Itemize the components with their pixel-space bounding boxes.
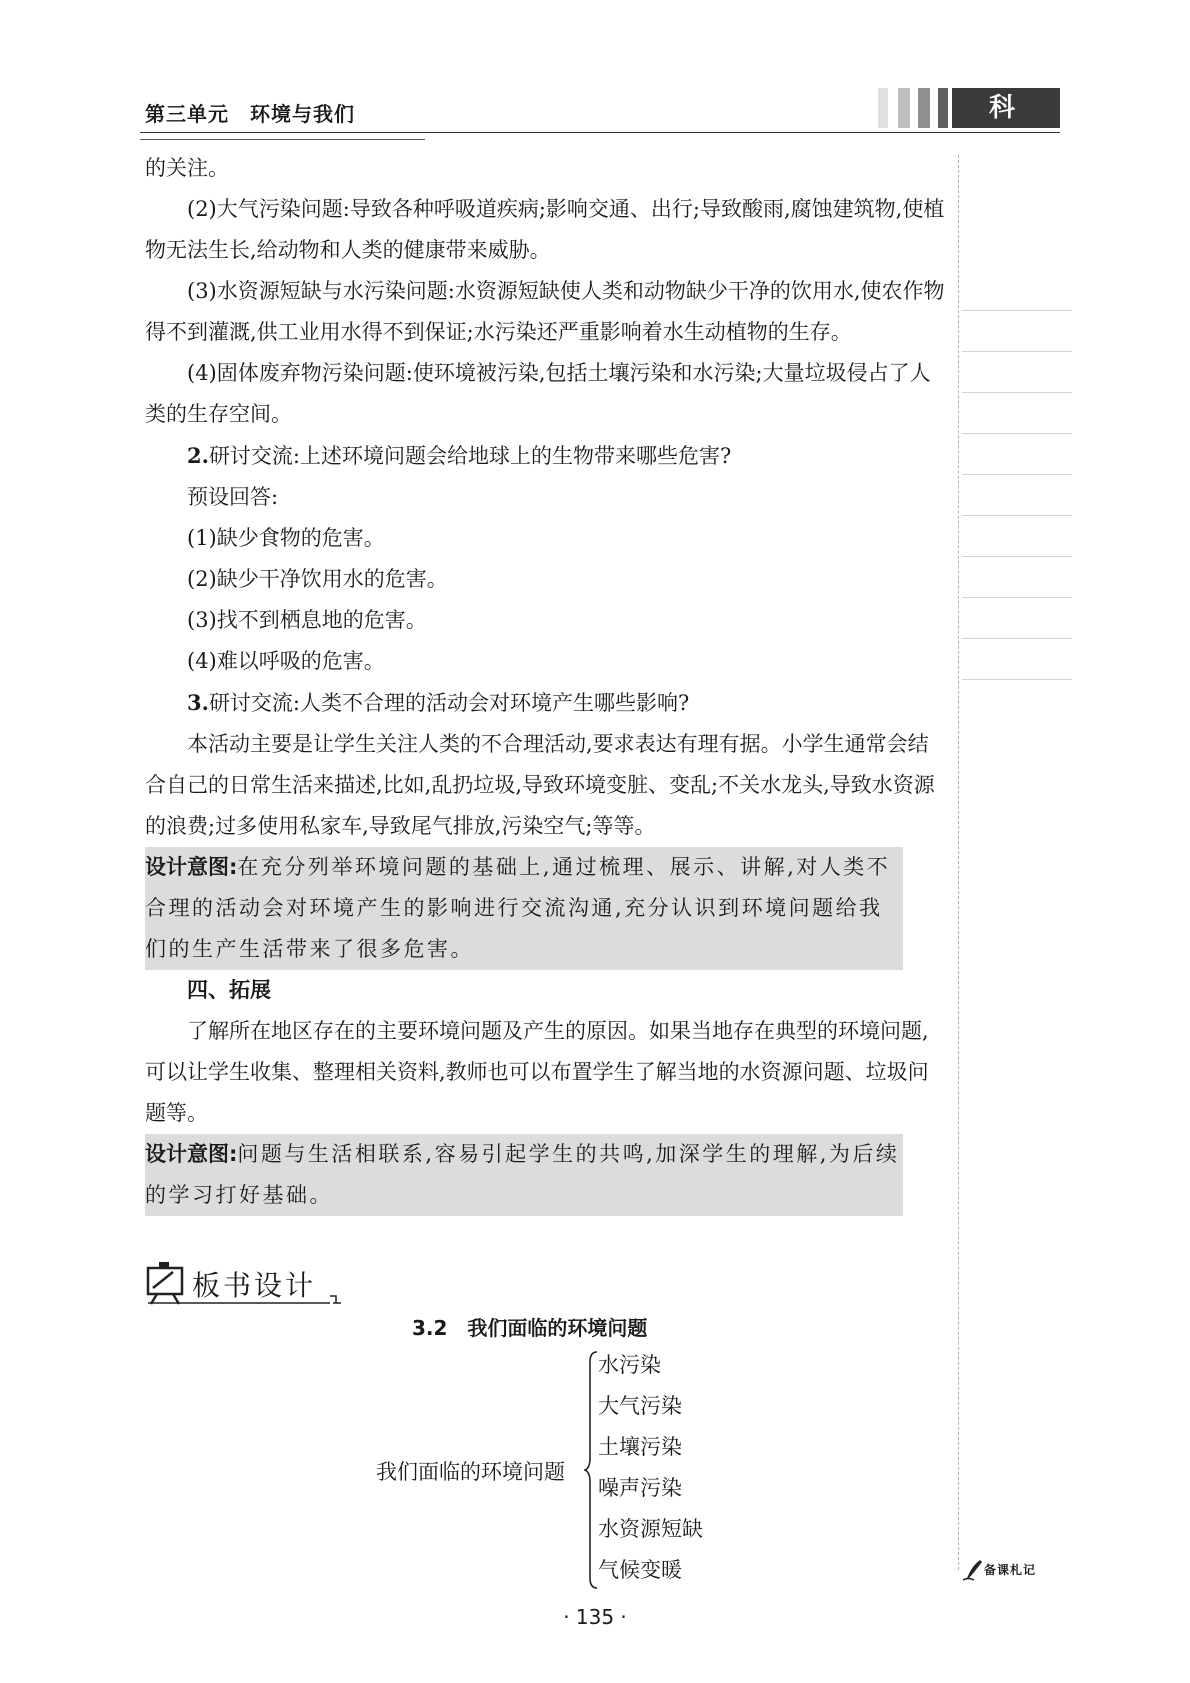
header-subrule	[140, 139, 425, 140]
section-heading: 四、拓展	[187, 978, 271, 1002]
pen-icon	[962, 1558, 984, 1582]
preset-answer-label: 预设回答:	[187, 485, 279, 509]
tree-branch-item: 水污染	[598, 1353, 661, 1377]
design-intent-label: 设计意图:	[145, 1142, 238, 1166]
notes-logo	[962, 1558, 1062, 1584]
unit-title: 第三单元 环境与我们	[145, 102, 355, 126]
note-line	[962, 515, 1072, 516]
tree-branch-item: 噪声污染	[598, 1476, 682, 1500]
paragraph: (2)大气污染问题:导致各种呼吸道疾病;影响交通、出行;导致酸雨,腐蚀建筑物,使植物无法生长,给动物和人类的健康带来威胁。	[145, 197, 945, 262]
question-2	[145, 435, 945, 477]
note-line	[962, 392, 1072, 393]
question-text: 研讨交流:人类不合理的活动会对环境产生哪些影响?	[208, 691, 690, 715]
header-decor-bar	[918, 88, 930, 128]
tree-root-label: 我们面临的环境问题	[376, 1460, 565, 1484]
design-intent-box	[145, 847, 903, 970]
note-line	[962, 351, 1072, 352]
note-line	[962, 679, 1072, 680]
design-intent-box	[145, 1134, 903, 1216]
header-rule	[140, 132, 1060, 133]
paragraph: 了解所在地区存在的主要环境问题及产生的原因。如果当地存在典型的环境问题,可以让学生收集、整理相关资料,教师也可以布置学生了解当地的水资源问题、垃圾问题等。	[145, 1019, 929, 1125]
question-number: 2.	[187, 443, 209, 468]
question-3	[145, 682, 945, 724]
note-line	[962, 638, 1072, 639]
note-line	[962, 556, 1072, 557]
board-design-heading	[145, 1260, 345, 1306]
page-body	[145, 148, 945, 1216]
note-line	[962, 597, 1072, 598]
design-intent-text: 在充分列举环境问题的基础上,通过梳理、展示、讲解,对人类不合理的活动会对环境产生的影响进行交流沟通,充分认识到环境问题给我们的生产生活带来了很多危害。	[145, 855, 891, 961]
answer-item: (4)难以呼吸的危害。	[187, 649, 385, 673]
board-title: 3.2 我们面临的环境问题	[412, 1316, 648, 1340]
tree-branch-item: 水资源短缺	[598, 1517, 703, 1541]
question-number: 3.	[187, 690, 209, 715]
tree-branch-item: 土壤污染	[598, 1435, 682, 1459]
note-line	[962, 474, 1072, 475]
page-number: · 135 ·	[563, 1605, 627, 1629]
paragraph: (4)固体废弃物污染问题:使环境被污染,包括土壤污染和水污染;大量垃圾侵占了人类的生存空间。	[145, 361, 931, 426]
note-line	[962, 433, 1072, 434]
subject-label: 科 学	[952, 88, 1060, 128]
board-heading-text: 板书设计	[192, 1269, 317, 1302]
header-decor-bar	[938, 88, 948, 128]
answer-item: (2)缺少干净饮用水的危害。	[187, 567, 448, 591]
answer-item: (1)缺少食物的危害。	[187, 526, 385, 550]
notes-divider	[958, 155, 959, 1570]
tree-branch-item: 大气污染	[598, 1394, 682, 1418]
design-intent-label: 设计意图:	[145, 855, 238, 879]
question-text: 研讨交流:上述环境问题会给地球上的生物带来哪些危害?	[208, 444, 732, 468]
header-decor-bar	[878, 88, 888, 128]
design-intent-text: 问题与生活相联系,容易引起学生的共鸣,加深学生的理解,为后续的学习打好基础。	[145, 1142, 900, 1207]
paragraph: 本活动主要是让学生关注人类的不合理活动,要求表达有理有据。小学生通常会结合自己的日常生活来描述,比如,乱扔垃圾,导致环境变脏、变乱;不关水龙头,导致水资源的浪费;过多使用私家车,导致尾气排放,污染空气;等等。	[145, 732, 935, 838]
tree-branch-item: 气候变暖	[598, 1558, 682, 1582]
header-decor-bar	[898, 88, 910, 128]
answer-item: (3)找不到栖息地的危害。	[187, 608, 427, 632]
note-line	[962, 310, 1072, 311]
notes-logo-text: 备课札记	[984, 1563, 1037, 1577]
paragraph: 的关注。	[145, 156, 229, 180]
tree-branch-list	[598, 1345, 703, 1591]
paragraph: (3)水资源短缺与水污染问题:水资源短缺使人类和动物缺少干净的饮用水,使农作物得不到灌溉,供工业用水得不到保证;水污染还严重影响着水生动植物的生存。	[145, 279, 945, 344]
